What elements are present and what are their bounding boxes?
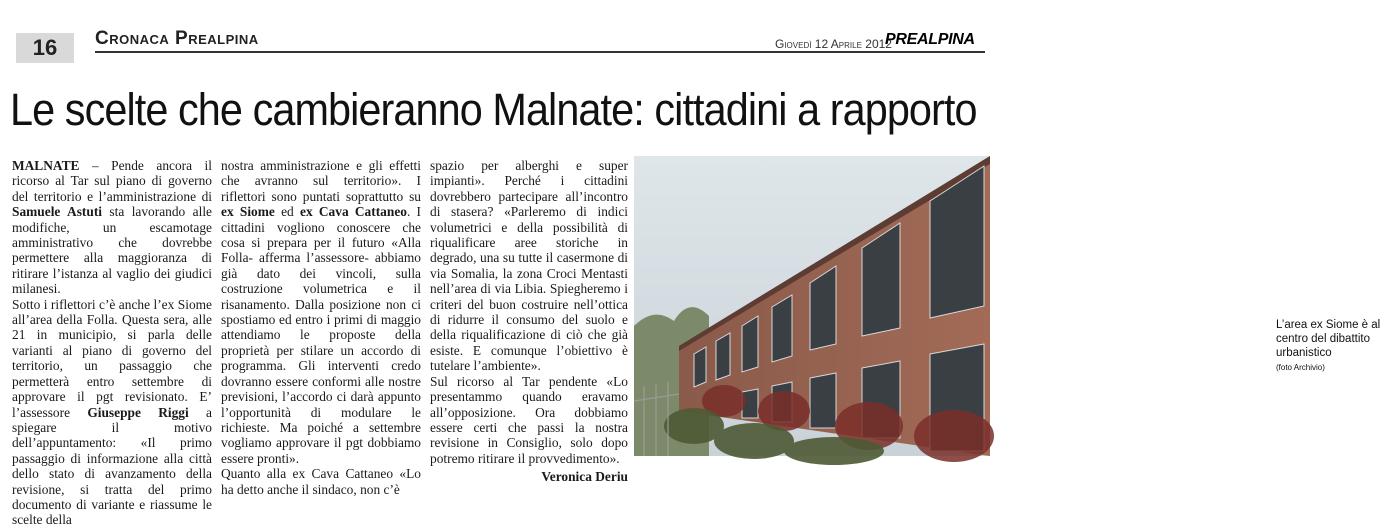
header-rule: [95, 51, 985, 53]
text-run: sta lavorando alle modifiche, un escamotage amministrativo che dovrebbe permettere alla maggioranza di ritirare l’istanza al vaglio dei giudici milanesi.: [12, 204, 212, 297]
text-run: . I cittadini vogliono conoscere che cosa si prepara per il futuro «Alla Folla- afferma l’assessore- abbiamo già dato dei vincoli, sulla costruzione volumetrica e il risanamento. Dalla posizione non ci spostiamo ed entro i primi di maggio attendiamo le proposte della proprietà per stilare un accordo di programma. Gli interventi credo dovranno essere conformi alle nostre previsioni, l’accordo ci darà appunto l’opportunità di modulare le richieste. Ma poiché a settembre vogliamo approvare il pgt dobbiamo essere pronti».: [221, 204, 422, 466]
text-run: Sotto i riflettori c’è anche l’ex Siome all’area della Folla. Questa sera, alle 21 in municipio, si parla delle varianti al piano di governo del territorio, un passaggio che permetterà entro settembre di approvare il pgt revisionato. E’ l’assessore: [12, 296, 212, 420]
text-run: a spiegare il motivo dell’appuntamento: «Il primo passaggio di informazione alla città dello stato di avanzamento della revisione, si tratta del primo documento di variante e riassume le scelte della: [12, 404, 212, 528]
paragraph: Sul ricorso al Tar pendente «Lo presentammo quando eravamo all’opposizione. Ora dobbiamo essere certi che passi la nostra revisione in Consiglio, solo dopo potremo ritirare il provvedimento».: [430, 373, 628, 466]
section-title: Cronaca Prealpina: [95, 28, 259, 49]
issue-date: Giovedì 12 Aprile 2012: [775, 37, 892, 51]
caption-text: L’area ex Siome è al centro del dibattito urbanistico: [1276, 319, 1381, 359]
building-photo-illustration: [634, 156, 990, 456]
text-run: – Pende ancora il ricorso al Tar sul piano di governo del territorio e l’amministrazione di: [12, 158, 212, 204]
page-header: [0, 0, 998, 60]
page-number: 16: [32, 35, 58, 60]
text-run: nostra amministrazione e gli effetti che avranno sul territorio». I riflettori sono puntati soprattutto su: [221, 158, 421, 204]
paragraph: [12, 297, 212, 528]
paragraph: spazio per alberghi e super impianti». Perché i cittadini dovrebbero partecipare all’incontro di stasera? «Parleremo di indici volumetrici e della possibilità di riqualificare aree storiche in degrado, una su tutte il casermone di via Somalia, la zona Croci Mentasti nell’area di via Libia. Spiegheremo i criteri del buon costruire nell’ottica di ridurre il consumo del suolo e della riqualificazione di ciò che già esiste. E comunque l’obiettivo è tutelare l’ambiente».: [430, 158, 628, 374]
photo-caption: [1276, 318, 1396, 374]
article-column-3: [430, 158, 628, 485]
article-headline: Le scelte che cambieranno Malnate: cittadini a rapporto: [10, 84, 977, 135]
photo-credit: (foto Archivio): [1276, 363, 1325, 372]
dateline: MALNATE: [12, 158, 80, 173]
author-byline: Veronica Deriu: [541, 469, 628, 485]
person-name: Giuseppe Riggi: [87, 404, 189, 420]
page-number-box: [16, 33, 74, 63]
place-name: ex Cava Cattaneo: [300, 204, 407, 220]
person-name: Samuele Astuti: [12, 204, 102, 220]
article-photo: [634, 156, 1381, 456]
paragraph: Quanto alla ex Cava Cattaneo «Lo ha detto anche il sindaco, non c’è: [221, 466, 421, 497]
text-run: ed: [274, 204, 300, 220]
article-column-2: [221, 158, 421, 497]
place-name: ex Siome: [221, 204, 275, 220]
article-column-1: [12, 158, 212, 528]
paragraph: [12, 158, 212, 297]
paragraph: [221, 158, 421, 466]
newspaper-logo: PREALPINA: [885, 31, 975, 48]
